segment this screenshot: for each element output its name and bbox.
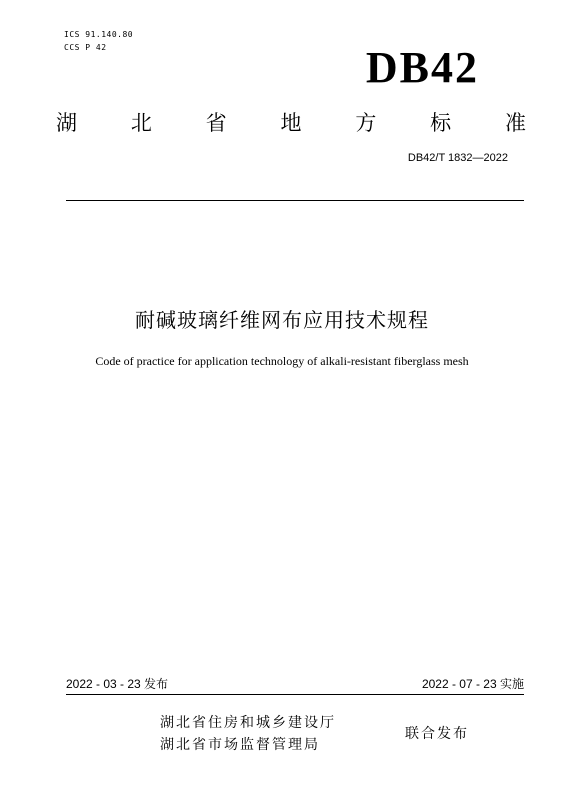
- document-title-chinese: 耐碱玻璃纤维网布应用技术规程: [135, 308, 429, 332]
- standard-type-char: 北: [130, 111, 152, 135]
- standard-number: DB42/T 1832—2022: [407, 152, 508, 164]
- document-title-english: Code of practice for application technology of alkali-resistant fiberglass mesh: [95, 354, 469, 368]
- effective-date: 2022 - 07 - 23 实施: [421, 677, 524, 691]
- issuer-market-regulation: 湖北省市场监督管理局: [160, 737, 320, 753]
- standard-type-char: 准: [504, 111, 526, 135]
- standard-type-char: 标: [430, 111, 452, 135]
- top-divider: [66, 200, 524, 201]
- standard-type-char: 省: [205, 111, 227, 135]
- standard-type-char: 地: [280, 111, 302, 135]
- db42-logo: DB42: [365, 43, 479, 92]
- standard-type-char: 湖: [56, 111, 77, 135]
- bottom-divider: [66, 694, 524, 695]
- standard-type-title: [56, 108, 526, 138]
- ics-code: ICS 91.140.80: [64, 30, 134, 39]
- classification-codes: [64, 28, 133, 54]
- standard-type-char: 方: [355, 111, 377, 135]
- issuer-housing-department: 湖北省住房和城乡建设厅: [160, 715, 336, 731]
- issuing-authorities: [160, 712, 336, 756]
- ccs-code: CCS P 42: [64, 43, 107, 52]
- joint-issue-label: 联合发布: [405, 726, 469, 742]
- issue-date: 2022 - 03 - 23 发布: [66, 677, 169, 691]
